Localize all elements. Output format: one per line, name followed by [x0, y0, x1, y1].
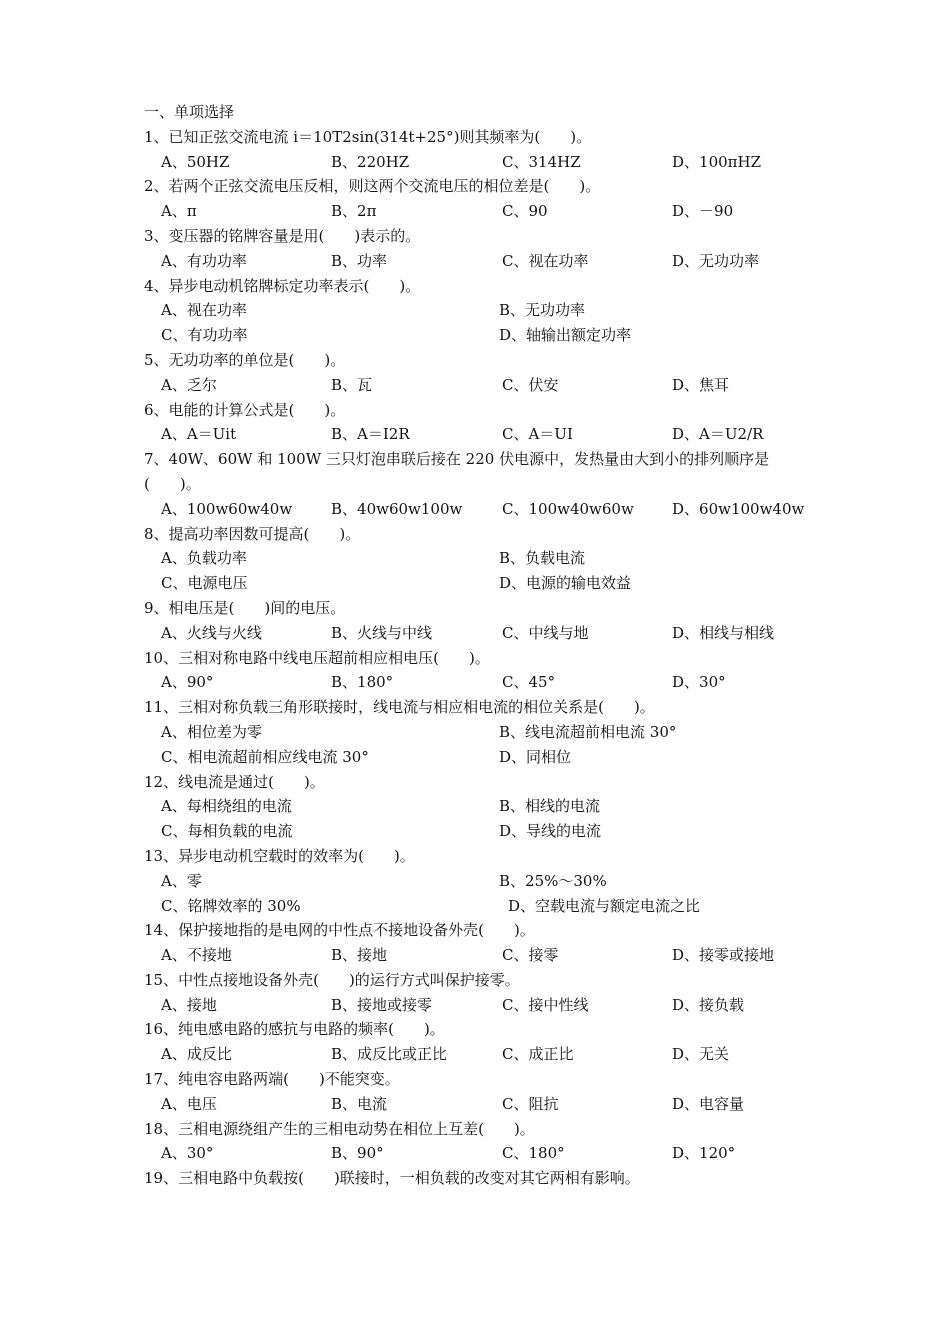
question-10-stem: 10、三相对称电路中线电压超前相应相电压( )。: [144, 648, 490, 667]
question-9-option-a: A、火线与火线: [161, 623, 262, 642]
question-13-options-row2: [144, 894, 844, 919]
question-7-option-a: A、100w60w40w: [161, 499, 293, 518]
question-1-option-a: A、50HZ: [161, 152, 230, 171]
question-16-option-a: A、成反比: [161, 1045, 232, 1064]
question-10-option-a: A、90°: [161, 673, 214, 692]
question-15-option-b: B、接地或接零: [331, 995, 433, 1014]
question-12-stem: 12、线电流是通过( )。: [144, 772, 325, 791]
question-2-options: [144, 199, 844, 224]
question-5-option-c: C、伏安: [502, 375, 559, 394]
question-14-option-b: B、接地: [331, 946, 388, 965]
question-14-options: [144, 943, 844, 968]
question-5-stem: 5、无功功率的单位是( )。: [144, 350, 346, 369]
question-4-option-c: C、有功功率: [161, 326, 248, 345]
question-3-option-a: A、有功功率: [161, 251, 247, 270]
question-11-option-b: B、线电流超前相电流 30°: [499, 722, 677, 741]
question-18-option-a: A、30°: [161, 1144, 214, 1163]
question-10-options: [144, 670, 844, 695]
question-19-stem: 19、三相电路中负载按( )联接时，一相负载的改变对其它两相有影响。: [144, 1169, 640, 1188]
question-10-option-c: C、45°: [502, 673, 556, 692]
question-16-option-b: B、成反比或正比: [331, 1045, 448, 1064]
question-4-option-a: A、视在功率: [161, 301, 247, 320]
question-1-option-d: D、100πHZ: [672, 152, 762, 171]
question-13-stem: 13、异步电动机空载时的效率为( )。: [144, 846, 415, 865]
question-5-option-d: D、焦耳: [672, 375, 730, 394]
question-9-stem: 9、相电压是( )间的电压。: [144, 598, 346, 617]
question-11-stem: 11、三相对称负载三角形联接时，线电流与相应相电流的相位关系是( )。: [144, 698, 655, 717]
question-14-option-d: D、接零或接地: [672, 946, 775, 965]
question-12-options-row2: [144, 819, 844, 844]
question-12-option-c: C、每相负载的电流: [161, 822, 293, 841]
question-14-stem: 14、保护接地指的是电网的中性点不接地设备外壳( )。: [144, 921, 535, 940]
question-15-option-c: C、接中性线: [502, 995, 589, 1014]
question-3-option-c: C、视在功率: [502, 251, 589, 270]
question-4-stem: 4、异步电动机铭牌标定功率表示( )。: [144, 276, 421, 295]
question-18-option-b: B、90°: [331, 1144, 384, 1163]
question-8-option-c: C、电源电压: [161, 574, 248, 593]
question-4-option-d: D、轴输出额定功率: [499, 326, 632, 345]
question-3-option-d: D、无功功率: [672, 251, 760, 270]
section-title: 一、单项选择: [144, 103, 235, 121]
question-list: [144, 100, 844, 1191]
question-1-stem: 1、已知正弦交流电流 i＝10T2sin(314t+25°)则其频率为( )。: [144, 127, 592, 146]
question-12-options-row1: [144, 794, 844, 819]
question-2-option-b: B、2π: [331, 202, 377, 221]
question-12-option-d: D、导线的电流: [499, 822, 602, 841]
question-9-option-b: B、火线与中线: [331, 623, 433, 642]
question-9-option-c: C、中线与地: [502, 623, 589, 642]
question-7-stem: 7、40W、60W 和 100W 三只灯泡串联后接在 220 伏电源中，发热量由大到小的排列顺序是: [144, 450, 770, 469]
question-3-options: [144, 249, 844, 274]
question-8-options-row1: [144, 546, 844, 571]
question-15-options: [144, 993, 844, 1018]
question-11-options-row2: [144, 745, 844, 770]
question-12-option-b: B、相线的电流: [499, 797, 601, 816]
question-4-options-row1: [144, 298, 844, 323]
question-17-stem: 17、纯电容电路两端( )不能突变。: [144, 1070, 400, 1089]
question-5-option-b: B、瓦: [331, 375, 373, 394]
question-17-option-b: B、电流: [331, 1094, 388, 1113]
question-6-option-c: C、A＝UI: [502, 425, 573, 444]
question-7-options: [144, 497, 844, 522]
question-2-option-c: C、90: [502, 202, 548, 221]
question-7-stem-continued: ( )。: [144, 474, 201, 493]
question-13-options-row1: [144, 869, 844, 894]
question-18-option-c: C、180°: [502, 1144, 565, 1163]
question-11-options-row1: [144, 720, 844, 745]
question-11-option-a: A、相位差为零: [161, 722, 262, 741]
question-14-option-a: A、不接地: [161, 946, 232, 965]
question-8-option-a: A、负载功率: [161, 549, 247, 568]
question-16-option-d: D、无关: [672, 1045, 730, 1064]
question-1-options: [144, 150, 844, 175]
question-2-stem: 2、若两个正弦交流电压反相，则这两个交流电压的相位差是( )。: [144, 177, 601, 196]
question-18-stem: 18、三相电源绕组产生的三相电动势在相位上互差( )。: [144, 1119, 535, 1138]
question-18-option-d: D、120°: [672, 1144, 736, 1163]
question-3-option-b: B、功率: [331, 251, 388, 270]
question-12-option-a: A、每相绕组的电流: [161, 797, 292, 816]
question-5-option-a: A、乏尔: [161, 375, 217, 394]
question-17-option-a: A、电压: [161, 1094, 217, 1113]
question-8-stem: 8、提高功率因数可提高( )。: [144, 524, 361, 543]
question-11-option-c: C、相电流超前相应线电流 30°: [161, 747, 369, 766]
question-7-option-d: D、60w100w40w: [672, 499, 805, 518]
question-13-option-b: B、25%～30%: [499, 871, 607, 890]
question-6-option-a: A、A＝Uit: [161, 425, 237, 444]
question-17-option-c: C、阻抗: [502, 1094, 559, 1113]
question-17-option-d: D、电容量: [672, 1094, 745, 1113]
question-6-option-b: B、A＝I2R: [331, 425, 410, 444]
question-7-option-b: B、40w60w100w: [331, 499, 463, 518]
question-9-options: [144, 621, 844, 646]
question-10-option-d: D、30°: [672, 673, 726, 692]
question-7-option-c: C、100w40w60w: [502, 499, 634, 518]
question-16-option-c: C、成正比: [502, 1045, 574, 1064]
question-6-stem: 6、电能的计算公式是( )。: [144, 400, 346, 419]
question-5-options: [144, 373, 844, 398]
question-8-options-row2: [144, 571, 844, 596]
question-15-option-d: D、接负载: [672, 995, 745, 1014]
question-6-options: [144, 422, 844, 447]
question-4-option-b: B、无功功率: [499, 301, 586, 320]
question-8-option-b: B、负载电流: [499, 549, 586, 568]
question-18-options: [144, 1141, 844, 1166]
question-13-option-c: C、铭牌效率的 30%: [161, 896, 301, 915]
question-11-option-d: D、同相位: [499, 747, 572, 766]
question-17-options: [144, 1092, 844, 1117]
question-3-stem: 3、变压器的铭牌容量是用( )表示的。: [144, 226, 421, 245]
question-1-option-b: B、220HZ: [331, 152, 410, 171]
question-15-stem: 15、中性点接地设备外壳( )的运行方式叫保护接零。: [144, 970, 520, 989]
question-6-option-d: D、A＝U2/R: [672, 425, 764, 444]
question-15-option-a: A、接地: [161, 995, 217, 1014]
question-2-option-a: A、π: [161, 202, 197, 221]
question-13-option-d: D、空载电流与额定电流之比: [508, 896, 701, 915]
question-8-option-d: D、电源的输电效益: [499, 574, 632, 593]
question-2-option-d: D、－90: [672, 202, 734, 221]
question-13-option-a: A、零: [161, 871, 202, 890]
question-10-option-b: B、180°: [331, 673, 394, 692]
question-4-options-row2: [144, 323, 844, 348]
question-16-stem: 16、纯电感电路的感抗与电路的频率( )。: [144, 1020, 445, 1039]
question-16-options: [144, 1042, 844, 1067]
question-1-option-c: C、314HZ: [502, 152, 581, 171]
question-14-option-c: C、接零: [502, 946, 559, 965]
question-9-option-d: D、相线与相线: [672, 623, 775, 642]
